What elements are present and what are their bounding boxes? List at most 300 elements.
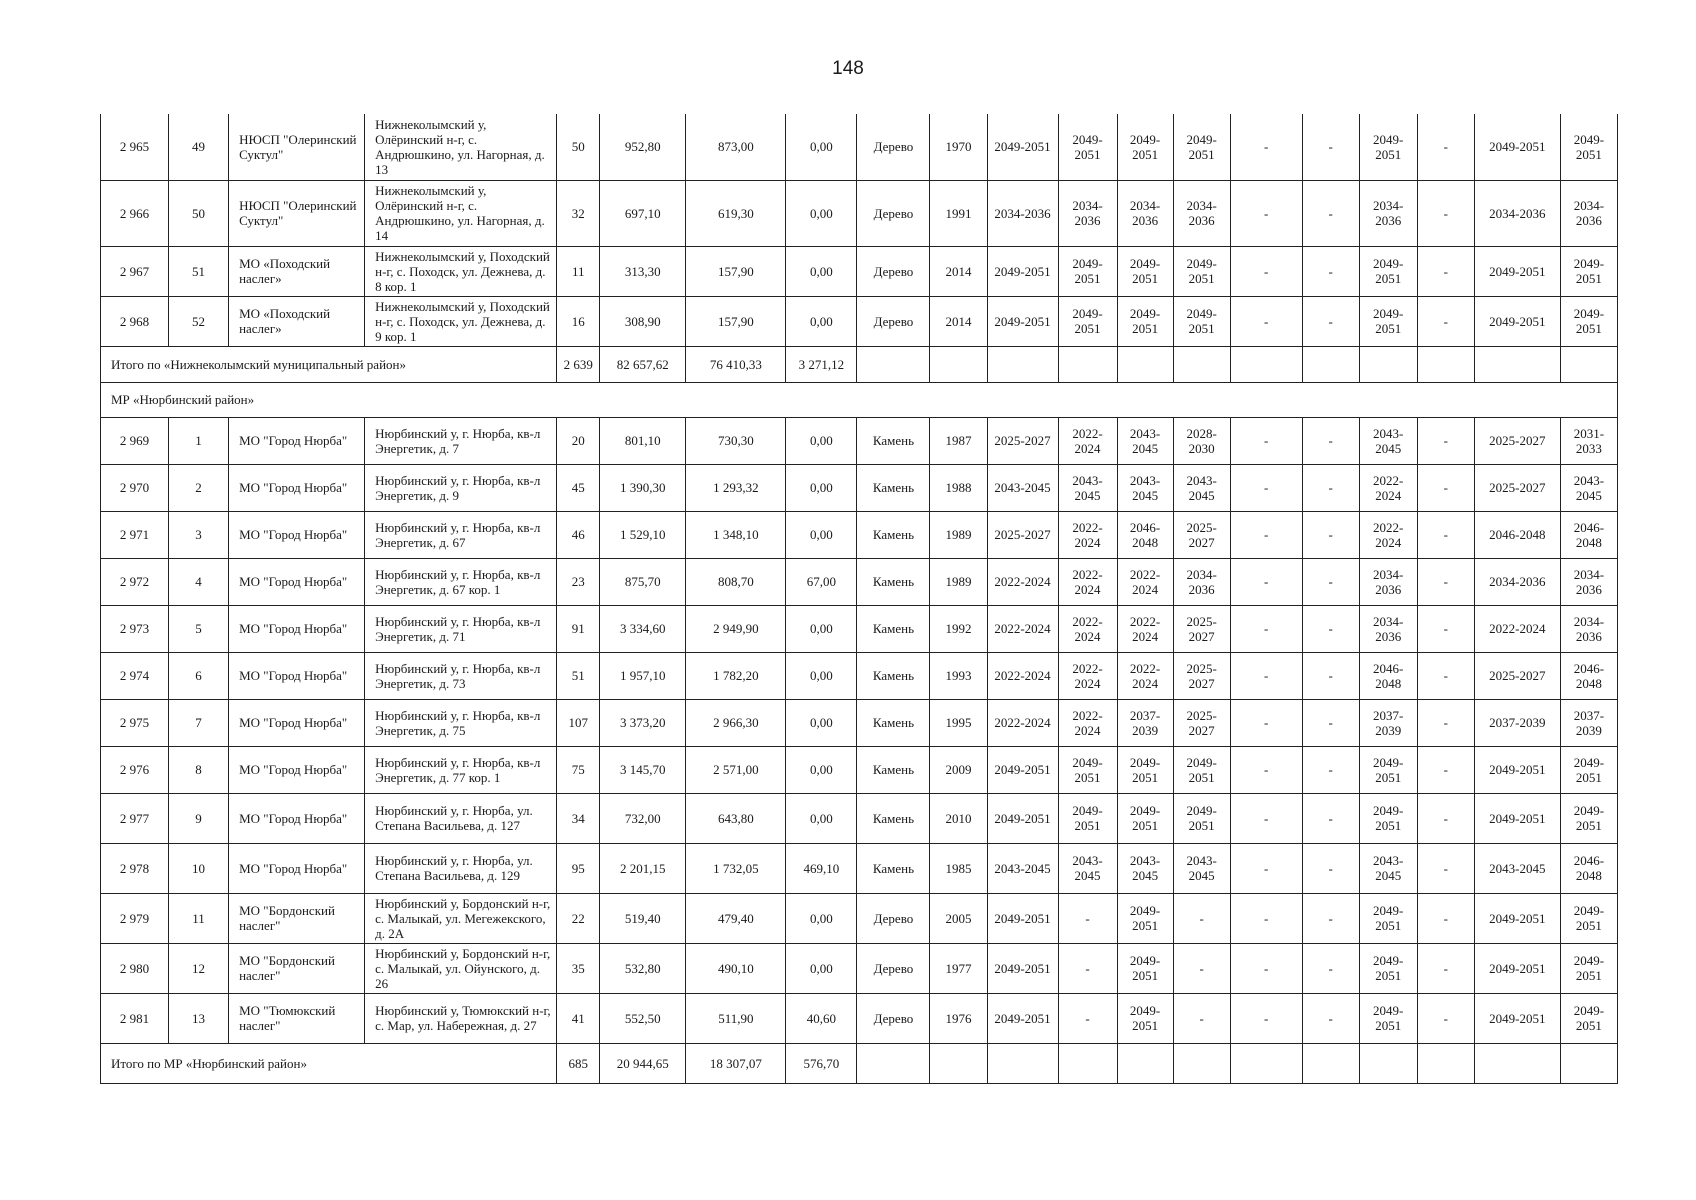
total-area-cell: 801,10	[600, 417, 686, 464]
wall-material-cell: Камень	[857, 464, 930, 511]
schedule-c15-cell: -	[1230, 180, 1302, 246]
residents-cell: 107	[557, 699, 600, 746]
local-number: 49	[169, 114, 229, 180]
build-year-cell: 1995	[930, 699, 987, 746]
schedule-c19-cell: 2043-2045	[1474, 843, 1560, 893]
schedule-c12-cell: 2049-2051	[1058, 296, 1117, 346]
living-area-cell: 730,30	[686, 417, 786, 464]
schedule-c17-cell: 2037-2039	[1359, 699, 1417, 746]
table-row	[101, 417, 1618, 464]
build-year-cell: 1987	[930, 417, 987, 464]
wall-material-cell: Камень	[857, 511, 930, 558]
municipality-cell: МО "Город Нюрба"	[229, 652, 365, 699]
schedule-c18-cell: -	[1417, 993, 1474, 1043]
total-nonresidential-area-cell: 3 271,12	[786, 346, 857, 382]
address-cell: Нижнеколымский у, Олёринский н-г, с. Андрюшкино, ул. Нагорная, д. 13	[365, 114, 557, 180]
table-row	[101, 114, 1618, 180]
schedule-c18-cell: -	[1417, 943, 1474, 993]
schedule-c17-cell: 2043-2045	[1359, 417, 1417, 464]
schedule-c20-cell: 2049-2051	[1560, 793, 1617, 843]
schedule-c16-cell: -	[1302, 993, 1359, 1043]
schedule-c11-cell: 2049-2051	[987, 246, 1058, 296]
wall-material-cell: Дерево	[857, 993, 930, 1043]
municipality-cell: МО "Город Нюрба"	[229, 843, 365, 893]
schedule-c14-cell: 2025-2027	[1173, 699, 1230, 746]
living-area-cell: 157,90	[686, 246, 786, 296]
schedule-c12-cell: 2049-2051	[1058, 114, 1117, 180]
schedule-c13-cell: 2043-2045	[1117, 417, 1173, 464]
living-area-cell: 808,70	[686, 558, 786, 605]
total-area-cell: 2 201,15	[600, 843, 686, 893]
address-cell: Нюрбинский у, г. Нюрба, ул. Степана Васильева, д. 129	[365, 843, 557, 893]
table-row	[101, 843, 1618, 893]
schedule-c15-cell: -	[1230, 652, 1302, 699]
schedule-c15-cell: -	[1230, 699, 1302, 746]
schedule-c11-cell: 2022-2024	[987, 699, 1058, 746]
schedule-c11-cell: 2034-2036	[987, 180, 1058, 246]
total-area-cell: 20 944,65	[600, 1043, 686, 1083]
schedule-c19-cell: 2049-2051	[1474, 943, 1560, 993]
schedule-c20-cell: 2049-2051	[1560, 746, 1617, 793]
empty-cell	[987, 1043, 1058, 1083]
schedule-c17-cell: 2049-2051	[1359, 993, 1417, 1043]
schedule-c12-cell: 2022-2024	[1058, 605, 1117, 652]
living-area-cell: 490,10	[686, 943, 786, 993]
schedule-c16-cell: -	[1302, 793, 1359, 843]
address-cell: Нижнеколымский у, Походский н-г, с. Походск, ул. Дежнева, д. 8 кор. 1	[365, 246, 557, 296]
schedule-c11-cell: 2022-2024	[987, 605, 1058, 652]
nonresidential-area-cell: 0,00	[786, 652, 857, 699]
schedule-c14-cell: 2049-2051	[1173, 114, 1230, 180]
schedule-c14-cell: 2034-2036	[1173, 180, 1230, 246]
schedule-c19-cell: 2049-2051	[1474, 114, 1560, 180]
schedule-c12-cell: 2022-2024	[1058, 652, 1117, 699]
schedule-c14-cell: 2043-2045	[1173, 464, 1230, 511]
schedule-c18-cell: -	[1417, 114, 1474, 180]
living-area-cell: 1 782,20	[686, 652, 786, 699]
table-row	[101, 605, 1618, 652]
schedule-c15-cell: -	[1230, 114, 1302, 180]
residents-cell: 22	[557, 893, 600, 943]
row-number: 2 966	[101, 180, 169, 246]
build-year-cell: 1989	[930, 558, 987, 605]
schedule-c14-cell: 2028-2030	[1173, 417, 1230, 464]
living-area-cell: 2 571,00	[686, 746, 786, 793]
municipality-cell: МО "Бордонский наслег"	[229, 943, 365, 993]
schedule-c13-cell: 2022-2024	[1117, 652, 1173, 699]
total-area-cell: 3 145,70	[600, 746, 686, 793]
residents-cell: 75	[557, 746, 600, 793]
schedule-c16-cell: -	[1302, 180, 1359, 246]
wall-material-cell: Дерево	[857, 246, 930, 296]
empty-cell	[1417, 346, 1474, 382]
address-cell: Нюрбинский у, г. Нюрба, кв-л Энергетик, д. 75	[365, 699, 557, 746]
build-year-cell: 1993	[930, 652, 987, 699]
schedule-c20-cell: 2049-2051	[1560, 114, 1617, 180]
schedule-c17-cell: 2022-2024	[1359, 464, 1417, 511]
living-area-cell: 2 966,30	[686, 699, 786, 746]
schedule-c18-cell: -	[1417, 464, 1474, 511]
total-nonresidential-area-cell: 576,70	[786, 1043, 857, 1083]
schedule-c13-cell: 2049-2051	[1117, 296, 1173, 346]
residents-cell: 23	[557, 558, 600, 605]
row-number: 2 979	[101, 893, 169, 943]
schedule-c12-cell: 2034-2036	[1058, 180, 1117, 246]
total-area-cell: 313,30	[600, 246, 686, 296]
schedule-c13-cell: 2037-2039	[1117, 699, 1173, 746]
schedule-c12-cell: 2049-2051	[1058, 746, 1117, 793]
empty-cell	[987, 346, 1058, 382]
table-row	[101, 652, 1618, 699]
schedule-c15-cell: -	[1230, 943, 1302, 993]
empty-cell	[1560, 346, 1617, 382]
schedule-c17-cell: 2049-2051	[1359, 246, 1417, 296]
schedule-c12-cell: 2022-2024	[1058, 511, 1117, 558]
schedule-c19-cell: 2025-2027	[1474, 417, 1560, 464]
schedule-c16-cell: -	[1302, 652, 1359, 699]
build-year-cell: 2014	[930, 296, 987, 346]
schedule-c11-cell: 2049-2051	[987, 993, 1058, 1043]
section-header-row	[101, 382, 1618, 417]
schedule-c11-cell: 2043-2045	[987, 843, 1058, 893]
nonresidential-area-cell: 0,00	[786, 746, 857, 793]
residents-cell: 50	[557, 114, 600, 180]
total-area-cell: 3 334,60	[600, 605, 686, 652]
total-residents-cell: 2 639	[557, 346, 600, 382]
schedule-c14-cell: 2049-2051	[1173, 793, 1230, 843]
schedule-c18-cell: -	[1417, 746, 1474, 793]
table-row	[101, 246, 1618, 296]
schedule-c17-cell: 2034-2036	[1359, 558, 1417, 605]
schedule-c14-cell: -	[1173, 943, 1230, 993]
schedule-c20-cell: 2034-2036	[1560, 605, 1617, 652]
schedule-c12-cell: 2049-2051	[1058, 793, 1117, 843]
build-year-cell: 2014	[930, 246, 987, 296]
row-number: 2 975	[101, 699, 169, 746]
schedule-c17-cell: 2034-2036	[1359, 605, 1417, 652]
schedule-c17-cell: 2043-2045	[1359, 843, 1417, 893]
schedule-c18-cell: -	[1417, 180, 1474, 246]
build-year-cell: 1985	[930, 843, 987, 893]
living-area-cell: 1 293,32	[686, 464, 786, 511]
schedule-c19-cell: 2049-2051	[1474, 993, 1560, 1043]
schedule-c20-cell: 2031-2033	[1560, 417, 1617, 464]
municipality-cell: МО "Город Нюрба"	[229, 558, 365, 605]
wall-material-cell: Камень	[857, 843, 930, 893]
address-cell: Нюрбинский у, г. Нюрба, кв-л Энергетик, д. 67 кор. 1	[365, 558, 557, 605]
schedule-c18-cell: -	[1417, 652, 1474, 699]
schedule-c13-cell: 2043-2045	[1117, 464, 1173, 511]
empty-cell	[1058, 1043, 1117, 1083]
schedule-c13-cell: 2049-2051	[1117, 746, 1173, 793]
schedule-c18-cell: -	[1417, 246, 1474, 296]
row-number: 2 968	[101, 296, 169, 346]
wall-material-cell: Камень	[857, 793, 930, 843]
build-year-cell: 1992	[930, 605, 987, 652]
schedule-c16-cell: -	[1302, 464, 1359, 511]
row-number: 2 976	[101, 746, 169, 793]
table-row	[101, 296, 1618, 346]
schedule-c16-cell: -	[1302, 114, 1359, 180]
address-cell: Нюрбинский у, г. Нюрба, кв-л Энергетик, д. 9	[365, 464, 557, 511]
schedule-c13-cell: 2046-2048	[1117, 511, 1173, 558]
row-number: 2 974	[101, 652, 169, 699]
schedule-c17-cell: 2049-2051	[1359, 746, 1417, 793]
schedule-c19-cell: 2025-2027	[1474, 464, 1560, 511]
total-area-cell: 3 373,20	[600, 699, 686, 746]
schedule-c16-cell: -	[1302, 893, 1359, 943]
living-area-cell: 1 732,05	[686, 843, 786, 893]
empty-cell	[930, 1043, 987, 1083]
total-area-cell: 1 390,30	[600, 464, 686, 511]
empty-cell	[1474, 346, 1560, 382]
schedule-c20-cell: 2043-2045	[1560, 464, 1617, 511]
schedule-c13-cell: 2022-2024	[1117, 605, 1173, 652]
wall-material-cell: Камень	[857, 417, 930, 464]
nonresidential-area-cell: 0,00	[786, 246, 857, 296]
schedule-c11-cell: 2022-2024	[987, 652, 1058, 699]
empty-cell	[1302, 1043, 1359, 1083]
residents-cell: 16	[557, 296, 600, 346]
total-area-cell: 532,80	[600, 943, 686, 993]
wall-material-cell: Дерево	[857, 893, 930, 943]
residents-cell: 35	[557, 943, 600, 993]
schedule-c20-cell: 2049-2051	[1560, 246, 1617, 296]
table-row	[101, 943, 1618, 993]
local-number: 3	[169, 511, 229, 558]
schedule-c19-cell: 2046-2048	[1474, 511, 1560, 558]
local-number: 7	[169, 699, 229, 746]
schedule-c17-cell: 2049-2051	[1359, 893, 1417, 943]
table-row	[101, 180, 1618, 246]
municipality-cell: МО "Бордонский наслег"	[229, 893, 365, 943]
total-living-area-cell: 18 307,07	[686, 1043, 786, 1083]
address-cell: Нижнеколымский у, Походский н-г, с. Походск, ул. Дежнева, д. 9 кор. 1	[365, 296, 557, 346]
total-area-cell: 519,40	[600, 893, 686, 943]
schedule-c14-cell: 2049-2051	[1173, 246, 1230, 296]
empty-cell	[1173, 1043, 1230, 1083]
total-area-cell: 875,70	[600, 558, 686, 605]
living-area-cell: 1 348,10	[686, 511, 786, 558]
local-number: 8	[169, 746, 229, 793]
schedule-c16-cell: -	[1302, 843, 1359, 893]
row-number: 2 977	[101, 793, 169, 843]
section-title: МР «Нюрбинский район»	[101, 382, 1618, 417]
nonresidential-area-cell: 0,00	[786, 417, 857, 464]
total-label: Итого по «Нижнеколымский муниципальный район»	[101, 346, 557, 382]
schedule-c11-cell: 2025-2027	[987, 417, 1058, 464]
table-row	[101, 793, 1618, 843]
schedule-c16-cell: -	[1302, 943, 1359, 993]
schedule-c13-cell: 2049-2051	[1117, 114, 1173, 180]
schedule-c20-cell: 2049-2051	[1560, 993, 1617, 1043]
residents-cell: 91	[557, 605, 600, 652]
table-row	[101, 699, 1618, 746]
address-cell: Нюрбинский у, г. Нюрба, кв-л Энергетик, д. 7	[365, 417, 557, 464]
schedule-c15-cell: -	[1230, 793, 1302, 843]
nonresidential-area-cell: 67,00	[786, 558, 857, 605]
nonresidential-area-cell: 0,00	[786, 114, 857, 180]
total-area-cell: 1 957,10	[600, 652, 686, 699]
schedule-c18-cell: -	[1417, 417, 1474, 464]
schedule-c15-cell: -	[1230, 558, 1302, 605]
schedule-c19-cell: 2049-2051	[1474, 893, 1560, 943]
schedule-c14-cell: 2043-2045	[1173, 843, 1230, 893]
total-residents-cell: 685	[557, 1043, 600, 1083]
schedule-c11-cell: 2049-2051	[987, 114, 1058, 180]
wall-material-cell: Камень	[857, 558, 930, 605]
empty-cell	[1230, 1043, 1302, 1083]
schedule-c13-cell: 2049-2051	[1117, 993, 1173, 1043]
schedule-c20-cell: 2049-2051	[1560, 943, 1617, 993]
schedule-c15-cell: -	[1230, 511, 1302, 558]
empty-cell	[1302, 346, 1359, 382]
schedule-c16-cell: -	[1302, 605, 1359, 652]
living-area-cell: 619,30	[686, 180, 786, 246]
schedule-c14-cell: 2034-2036	[1173, 558, 1230, 605]
municipality-cell: МО «Походский наслег»	[229, 246, 365, 296]
schedule-c15-cell: -	[1230, 605, 1302, 652]
schedule-c12-cell: 2043-2045	[1058, 464, 1117, 511]
empty-cell	[1359, 1043, 1417, 1083]
schedule-c17-cell: 2049-2051	[1359, 793, 1417, 843]
schedule-c12-cell: 2049-2051	[1058, 246, 1117, 296]
schedule-c17-cell: 2046-2048	[1359, 652, 1417, 699]
nonresidential-area-cell: 0,00	[786, 296, 857, 346]
schedule-c18-cell: -	[1417, 605, 1474, 652]
living-area-cell: 157,90	[686, 296, 786, 346]
schedule-c17-cell: 2034-2036	[1359, 180, 1417, 246]
empty-cell	[857, 1043, 930, 1083]
schedule-c18-cell: -	[1417, 511, 1474, 558]
empty-cell	[1560, 1043, 1617, 1083]
schedule-c16-cell: -	[1302, 511, 1359, 558]
schedule-c15-cell: -	[1230, 843, 1302, 893]
schedule-c12-cell: -	[1058, 943, 1117, 993]
schedule-c14-cell: 2049-2051	[1173, 296, 1230, 346]
total-area-cell: 1 529,10	[600, 511, 686, 558]
row-number: 2 965	[101, 114, 169, 180]
nonresidential-area-cell: 0,00	[786, 511, 857, 558]
schedule-c18-cell: -	[1417, 893, 1474, 943]
nonresidential-area-cell: 40,60	[786, 993, 857, 1043]
empty-cell	[1173, 346, 1230, 382]
schedule-c13-cell: 2049-2051	[1117, 943, 1173, 993]
schedule-c16-cell: -	[1302, 699, 1359, 746]
living-area-cell: 643,80	[686, 793, 786, 843]
row-number: 2 971	[101, 511, 169, 558]
living-area-cell: 873,00	[686, 114, 786, 180]
wall-material-cell: Камень	[857, 605, 930, 652]
total-living-area-cell: 76 410,33	[686, 346, 786, 382]
living-area-cell: 2 949,90	[686, 605, 786, 652]
municipality-cell: МО "Тюмюкский наслег"	[229, 993, 365, 1043]
total-area-cell: 308,90	[600, 296, 686, 346]
schedule-c12-cell: -	[1058, 993, 1117, 1043]
row-number: 2 980	[101, 943, 169, 993]
wall-material-cell: Камень	[857, 652, 930, 699]
wall-material-cell: Дерево	[857, 180, 930, 246]
schedule-c15-cell: -	[1230, 893, 1302, 943]
housing-registry-table	[100, 114, 1618, 1084]
build-year-cell: 1989	[930, 511, 987, 558]
wall-material-cell: Дерево	[857, 943, 930, 993]
row-number: 2 973	[101, 605, 169, 652]
schedule-c11-cell: 2049-2051	[987, 746, 1058, 793]
schedule-c15-cell: -	[1230, 993, 1302, 1043]
nonresidential-area-cell: 0,00	[786, 699, 857, 746]
schedule-c16-cell: -	[1302, 296, 1359, 346]
schedule-c11-cell: 2049-2051	[987, 943, 1058, 993]
empty-cell	[1474, 1043, 1560, 1083]
local-number: 12	[169, 943, 229, 993]
schedule-c19-cell: 2049-2051	[1474, 246, 1560, 296]
schedule-c11-cell: 2049-2051	[987, 893, 1058, 943]
build-year-cell: 1991	[930, 180, 987, 246]
table-row	[101, 746, 1618, 793]
living-area-cell: 511,90	[686, 993, 786, 1043]
nonresidential-area-cell: 0,00	[786, 943, 857, 993]
schedule-c18-cell: -	[1417, 793, 1474, 843]
table-row	[101, 893, 1618, 943]
schedule-c19-cell: 2037-2039	[1474, 699, 1560, 746]
municipality-cell: МО "Город Нюрба"	[229, 464, 365, 511]
residents-cell: 45	[557, 464, 600, 511]
schedule-c13-cell: 2022-2024	[1117, 558, 1173, 605]
row-number: 2 972	[101, 558, 169, 605]
local-number: 13	[169, 993, 229, 1043]
local-number: 11	[169, 893, 229, 943]
empty-cell	[1230, 346, 1302, 382]
schedule-c18-cell: -	[1417, 296, 1474, 346]
local-number: 1	[169, 417, 229, 464]
schedule-c19-cell: 2049-2051	[1474, 793, 1560, 843]
schedule-c13-cell: 2049-2051	[1117, 246, 1173, 296]
schedule-c11-cell: 2049-2051	[987, 793, 1058, 843]
table-row	[101, 511, 1618, 558]
build-year-cell: 2009	[930, 746, 987, 793]
schedule-c19-cell: 2025-2027	[1474, 652, 1560, 699]
schedule-c18-cell: -	[1417, 558, 1474, 605]
residents-cell: 41	[557, 993, 600, 1043]
schedule-c12-cell: 2043-2045	[1058, 843, 1117, 893]
residents-cell: 46	[557, 511, 600, 558]
row-number: 2 969	[101, 417, 169, 464]
nonresidential-area-cell: 0,00	[786, 464, 857, 511]
schedule-c14-cell: -	[1173, 993, 1230, 1043]
row-number: 2 970	[101, 464, 169, 511]
schedule-c14-cell: 2025-2027	[1173, 511, 1230, 558]
municipality-cell: МО "Город Нюрба"	[229, 511, 365, 558]
schedule-c12-cell: -	[1058, 893, 1117, 943]
schedule-c19-cell: 2034-2036	[1474, 180, 1560, 246]
total-row	[101, 1043, 1618, 1083]
residents-cell: 51	[557, 652, 600, 699]
schedule-c15-cell: -	[1230, 417, 1302, 464]
schedule-c11-cell: 2025-2027	[987, 511, 1058, 558]
schedule-c17-cell: 2049-2051	[1359, 114, 1417, 180]
row-number: 2 978	[101, 843, 169, 893]
schedule-c11-cell: 2049-2051	[987, 296, 1058, 346]
table-body	[101, 114, 1618, 1083]
total-area-cell: 697,10	[600, 180, 686, 246]
build-year-cell: 1976	[930, 993, 987, 1043]
address-cell: Нюрбинский у, Бордонский н-г, с. Малыкай, ул. Ойунского, д. 26	[365, 943, 557, 993]
empty-cell	[1417, 1043, 1474, 1083]
schedule-c15-cell: -	[1230, 746, 1302, 793]
nonresidential-area-cell: 0,00	[786, 793, 857, 843]
empty-cell	[1117, 346, 1173, 382]
